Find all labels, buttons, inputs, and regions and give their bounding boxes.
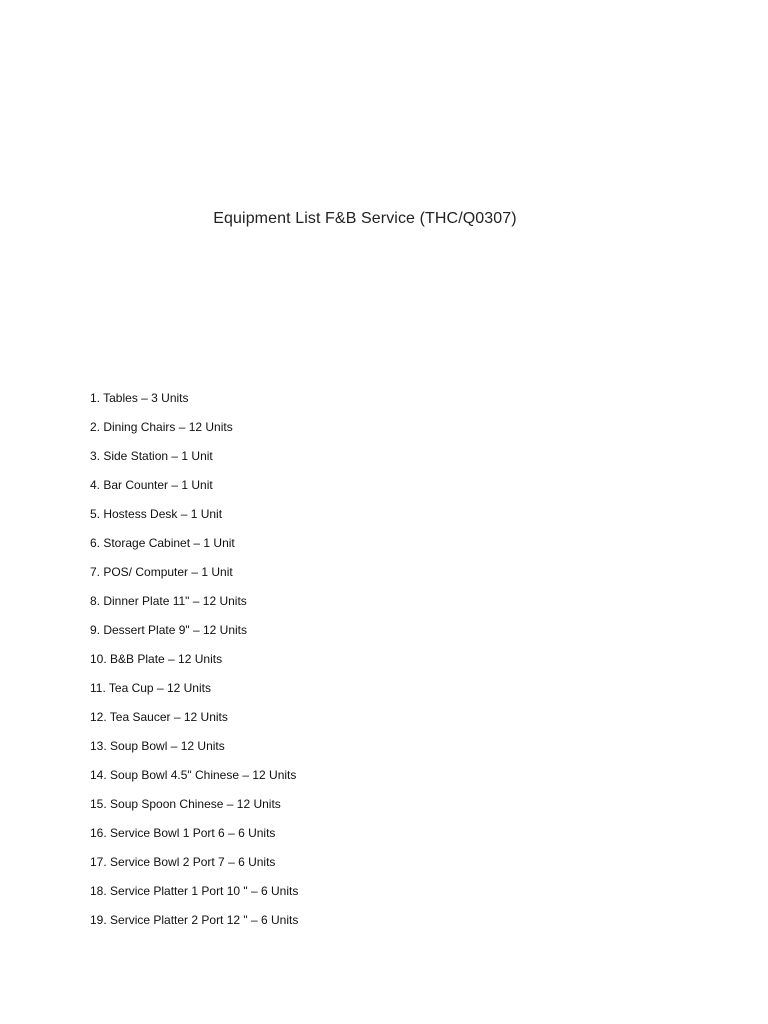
list-item: 9. Dessert Plate 9" – 12 Units (90, 623, 248, 637)
list-item: 3. Side Station – 1 Unit (90, 449, 213, 463)
equipment-list (90, 388, 298, 939)
list-item: 17. Service Bowl 2 Port 7 – 6 Units (90, 855, 276, 869)
list-item: 2. Dining Chairs – 12 Units (90, 420, 233, 434)
list-item: 13. Soup Bowl – 12 Units (90, 739, 225, 753)
list-item: 14. Soup Bowl 4.5" Chinese – 12 Units (90, 768, 297, 782)
list-item: 15. Soup Spoon Chinese – 12 Units (90, 797, 281, 811)
list-item: 4. Bar Counter – 1 Unit (90, 478, 213, 492)
list-item: 1. Tables – 3 Units (90, 391, 189, 405)
page-title: Equipment List F&B Service (THC/Q0307) (213, 210, 517, 227)
list-item: 7. POS/ Computer – 1 Unit (90, 565, 233, 579)
list-item: 16. Service Bowl 1 Port 6 – 6 Units (90, 826, 276, 840)
list-item: 19. Service Platter 2 Port 12 " – 6 Units (90, 913, 299, 927)
list-item: 11. Tea Cup – 12 Units (90, 681, 211, 695)
list-item: 10. B&B Plate – 12 Units (90, 652, 223, 666)
list-item: 12. Tea Saucer – 12 Units (90, 710, 228, 724)
list-item: 5. Hostess Desk – 1 Unit (90, 507, 223, 521)
list-item: 18. Service Platter 1 Port 10 " – 6 Units (90, 884, 299, 898)
list-item: 6. Storage Cabinet – 1 Unit (90, 536, 235, 550)
list-item: 8. Dinner Plate 11" – 12 Units (90, 594, 247, 608)
